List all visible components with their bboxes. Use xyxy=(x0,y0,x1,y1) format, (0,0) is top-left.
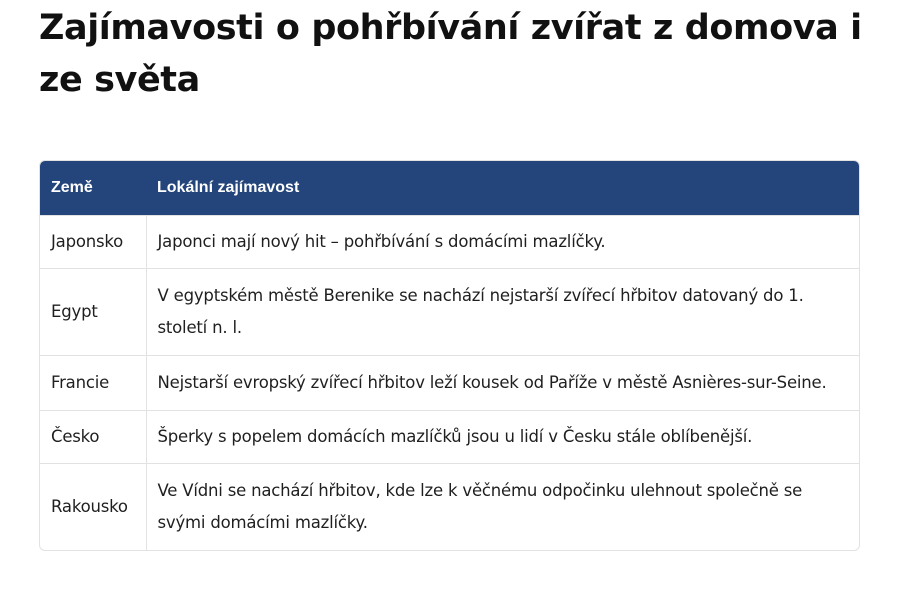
cell-fact: Japonci mají nový hit – pohřbívání s domácími mazlíčky. xyxy=(146,215,859,268)
facts-table-grid xyxy=(40,161,859,550)
table-header-row xyxy=(40,161,859,215)
facts-table xyxy=(39,160,860,551)
column-header-fact: Lokální zajímavost xyxy=(157,178,300,196)
table-header xyxy=(40,161,859,215)
cell-fact: Ve Vídni se nachází hřbitov, kde lze k věčnému odpočinku ulehnout společně se svými domácími mazlíčky. xyxy=(146,463,859,550)
cell-country: Japonsko xyxy=(40,215,146,268)
table-row xyxy=(40,268,859,355)
cell-country: Francie xyxy=(40,355,146,410)
column-header-country: Země xyxy=(51,178,93,196)
cell-country: Egypt xyxy=(40,268,146,355)
cell-country: Česko xyxy=(40,410,146,463)
cell-fact: Nejstarší evropský zvířecí hřbitov leží kousek od Paříže v městě Asnières-sur-Seine. xyxy=(146,355,859,410)
table-row xyxy=(40,410,859,463)
table-row xyxy=(40,215,859,268)
page-title: Zajímavosti o pohřbívání zvířat z domova i ze světa xyxy=(39,8,862,100)
cell-fact: Šperky s popelem domácích mazlíčků jsou u lidí v Česku stále oblíbenější. xyxy=(146,410,859,463)
cell-fact: V egyptském městě Berenike se nachází nejstarší zvířecí hřbitov datovaný do 1. století n. l. xyxy=(146,268,859,355)
table-body xyxy=(40,215,859,550)
table-row xyxy=(40,355,859,410)
table-row xyxy=(40,463,859,550)
cell-country: Rakousko xyxy=(40,463,146,550)
